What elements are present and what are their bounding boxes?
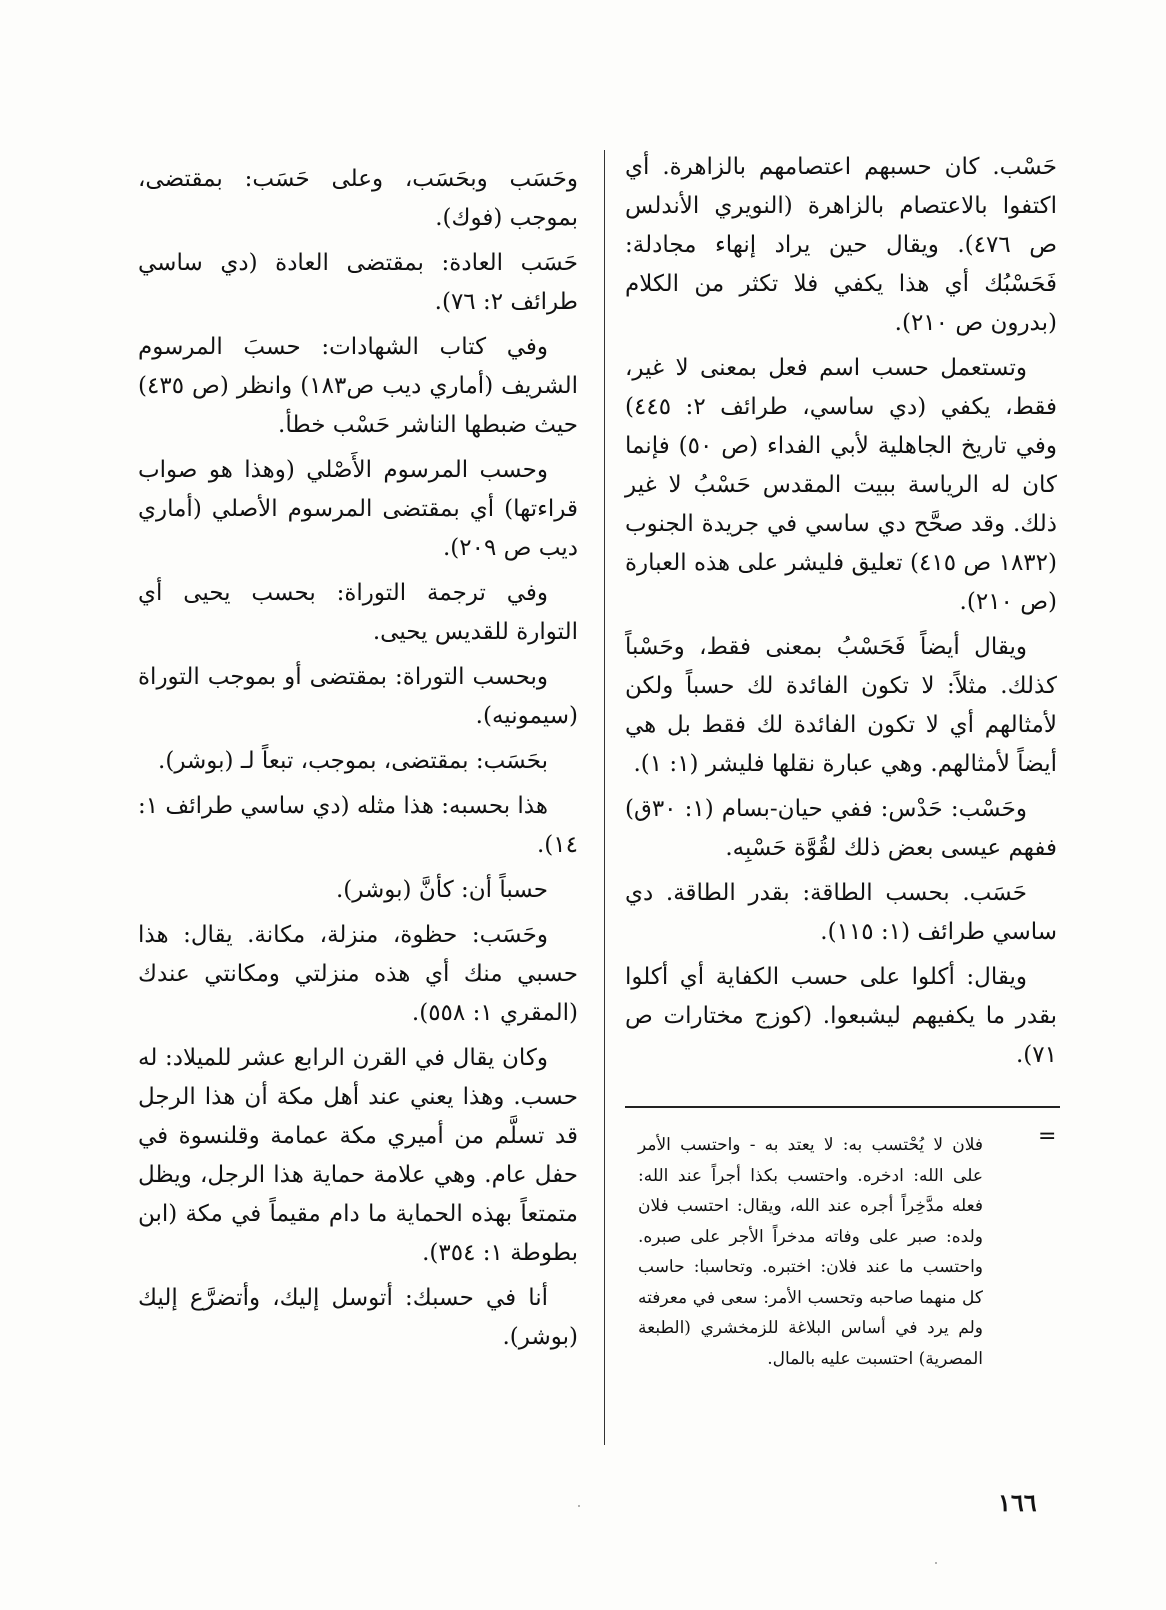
paragraph: وحَسْب: حَدْس: ففي حيان-بسام (١: ٣٠ق) ففهم عيسى بعض ذلك لقُوَّة حَسْبِه. — [625, 796, 1057, 861]
scan-speck — [578, 1505, 580, 1507]
paragraph: وبحسب التوراة: بمقتضى أو بموجب التوراة (سيمونيه). — [138, 664, 578, 729]
footnote-separator — [625, 1106, 1060, 1108]
paragraph: وكان يقال في القرن الرابع عشر للميلاد: له حسب. وهذا يعني عند أهل مكة أن هذا الرجل قد تسلَّم من أميري مكة عمامة وقلنسوة في حفل عام. وهي علامة حماية هذا الرجل، ويظل متمتعاً بهذه الحماية ما دام مقيماً في مكة (ابن بطوطة ١: ٣٥٤). — [138, 1045, 578, 1266]
right-column — [625, 148, 1057, 1081]
paragraph: وفي كتاب الشهادات: حسبَ المرسوم الشريف (أماري ديب ص١٨٣) وانظر (ص ٤٣٥) حيث ضبطها الناشر حَسْب خطأ. — [138, 334, 578, 438]
paragraph: أنا في حسبك: أتوسل إليك، وأتضرَّع إليك (بوشر). — [138, 1285, 578, 1350]
paragraph: حَسَب. بحسب الطاقة: بقدر الطاقة. دي ساسي طرائف (١: ١١٥). — [625, 880, 1057, 945]
page-number: ١٦٦ — [998, 1488, 1037, 1517]
paragraph: ويقال: أكلوا على حسب الكفاية أي أكلوا بقدر ما يكفيهم ليشبعوا. (كوزج مختارات ص ٧١). — [625, 964, 1057, 1068]
paragraph: حَسْب. كان حسبهم اعتصامهم بالزاهرة. أي اكتفوا بالاعتصام بالزاهرة (النويري الأندلس ص ٤٧٦). ويقال حين يراد إنهاء مجادلة: فَحَسْبُك أي هذا يكفي فلا تكثر من الكلام (بدرون ص ٢١٠). — [625, 154, 1058, 336]
paragraph: ويقال أيضاً فَحَسْبُ بمعنى فقط، وحَسْباً كذلك. مثلاً: لا تكون الفائدة لك حسباً ولكن لأمثالهم أي لا تكون الفائدة لك فقط بل هي أيضاً لأمثالهم. وهي عبارة نقلها فليشر (١: ١). — [625, 634, 1057, 777]
column-divider — [604, 150, 605, 1445]
left-column — [138, 160, 578, 1363]
paragraph: هذا بحسبه: هذا مثله (دي ساسي طرائف ١: ١٤). — [138, 793, 578, 858]
paragraph: وتستعمل حسب اسم فعل بمعنى لا غير، فقط، يكفي (دي ساسي، طرائف ٢: ٤٤٥) وفي تاريخ الجاهلية لأبي الفداء (ص ٥٠) فإنما كان له الرياسة ببيت المقدس حَسْبُ لا غير ذلك. وقد صحَّح دي ساسي في جريدة الجنوب (١٨٣٢ ص ٤١٥) تعليق فليشر على هذه العبارة (ص ٢١٠). — [625, 355, 1058, 615]
paragraph: وحَسَب وبحَسَب، وعلى حَسَب: بمقتضى، بموجب (فوك). — [138, 166, 578, 231]
scan-speck — [935, 1562, 937, 1564]
footnote-marker: = — [1038, 1124, 1057, 1149]
footnote-text: فلان لا يُحْتسب به: لا يعتد به - واحتسب الأمر على الله: ادخره. واحتسب بكذا أجراً عند الله: فعله مدَّخِراً أجره عند الله، ويقال: احتسب فلان ولده: صبر على وفاته مدخراً الأجر على صبره. واحتسب ما عند فلان: اختبره. وتحاسبا: حاسب كل منهما صاحبه وتحسب الأمر: سعى في معرفته ولم يرد في أساس البلاغة للزمخشري (الطبعة المصرية) احتسبت عليه بالمال. — [638, 1135, 983, 1369]
paragraph: حَسَب العادة: بمقتضى العادة (دي ساسي طرائف ٢: ٧٦). — [138, 250, 578, 315]
paragraph: بحَسَب: بمقتضى، بموجب، تبعاً لـ (بوشر). — [158, 748, 548, 774]
paragraph: وحَسَب: حظوة، منزلة، مكانة. يقال: هذا حسبي منك أي هذه منزلتي ومكانتي عندك (المقري ١: ٥٥٨). — [138, 922, 578, 1026]
paragraph: وحسب المرسوم الأَصْلي (وهذا هو صواب قراءتها) أي بمقتضى المرسوم الأصلي (أماري ديب ص ٢٠٩). — [138, 457, 578, 561]
paragraph: حسباً أن: كأنَّ (بوشر). — [336, 877, 548, 903]
paragraph: وفي ترجمة التوراة: بحسب يحيى أي التوارة للقديس يحيى. — [138, 580, 578, 645]
